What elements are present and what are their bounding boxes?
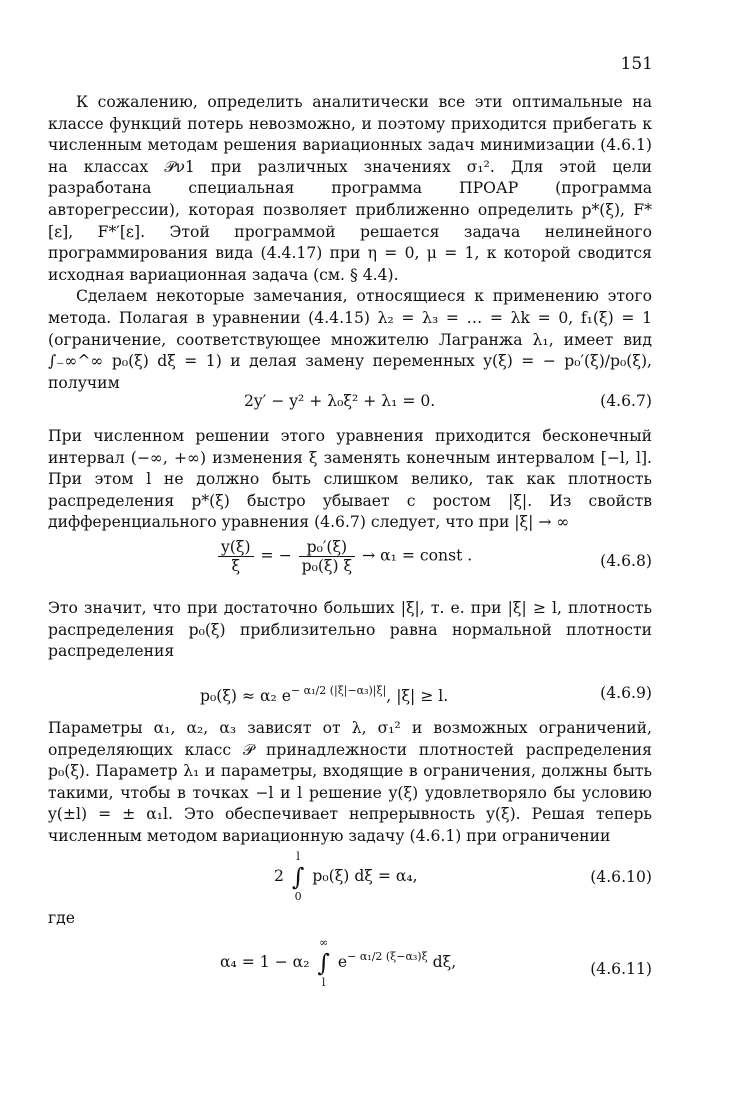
- eq-4-6-11-exponent: − α₁/2 (ξ−α₃)ξ: [347, 950, 428, 963]
- equation-4-6-10-number: (4.6.10): [590, 868, 652, 886]
- eq-4-6-9-tail: , |ξ| ≥ l.: [386, 687, 449, 705]
- eq-4-6-8-lhs-denominator: ξ: [231, 557, 241, 575]
- paragraph-block-5: [48, 718, 652, 848]
- equation-4-6-8-number: (4.6.8): [600, 552, 652, 570]
- paragraph-block-4: [48, 598, 652, 663]
- eq-4-6-8-tail: → α₁ = const .: [362, 546, 473, 565]
- eq-4-6-8-lhs-numerator: y(ξ): [218, 538, 254, 557]
- paragraph-5: Параметры α₁, α₂, α₃ зависят от λ, σ₁² и возможных ограничений, определяющих класс 𝒫 принадлежности плотностей распределения p₀(ξ). Параметр λ₁ и параметры, входящие в ограничения, должны быть такими, чтобы в точках −l и l решение y(ξ) удовлетворяло бы условию y(±l) = ± α₁l. Это обеспечивает непрерывность y(ξ). Решая теперь численным методом вариационную задачу (4.6.1) при ограничении: [48, 719, 652, 845]
- eq-4-6-9-lhs: p₀(ξ) ≈ α₂ e: [200, 687, 291, 705]
- eq-4-6-11-tail: dξ,: [432, 953, 457, 971]
- equation-4-6-7-number: (4.6.7): [600, 392, 652, 410]
- eq-4-6-10-upper-limit: l: [296, 850, 300, 863]
- equation-4-6-9-number: (4.6.9): [600, 684, 652, 702]
- eq-4-6-11-upper-limit: ∞: [319, 936, 329, 949]
- paragraph-1: К сожалению, определить аналитически все эти оптимальные на классе функций потерь невозможно, и поэтому приходится прибегать к численным методам решения вариационных задач минимизации (4.6.1) на классах 𝒫ν1 при различных значениях σ₁². Для этой цели разработана специальная программа ПРОАР (программа авторегрессии), которая позволяет приближенно определить p*(ξ), F*[ε], F*′[ε]. Этой программой решается задача нелинейного программирования вида (4.4.17) при η = 0, μ = 1, к которой сводится исходная вариационная задача (см. § 4.4).: [48, 93, 652, 284]
- eq-4-6-8-rhs-fraction: [299, 538, 356, 575]
- equation-4-6-10: [48, 850, 652, 906]
- eq-4-6-8-equals: = −: [260, 546, 292, 565]
- eq-4-6-10-lower-limit: 0: [294, 890, 302, 903]
- eq-4-6-8-rhs-numerator: p₀′(ξ): [299, 538, 356, 557]
- eq-4-6-11-lower-limit: l: [321, 976, 326, 989]
- equation-4-6-9: [48, 678, 652, 712]
- paragraph-6: где: [48, 909, 75, 927]
- equation-4-6-8: [48, 538, 652, 586]
- integral-sign: l ∫ 0: [291, 850, 305, 903]
- equation-4-6-11-number: (4.6.11): [590, 960, 652, 978]
- eq-4-6-9-exponent: − α₁/2 (|ξ|−α₃)|ξ|: [290, 684, 387, 697]
- page-number: 151: [620, 54, 653, 74]
- integral-sign: ∞ ∫ l: [317, 936, 330, 989]
- equation-4-6-8-body: [216, 538, 472, 575]
- eq-4-6-8-lhs-fraction: [218, 538, 254, 575]
- eq-4-6-10-coef: 2: [274, 867, 284, 885]
- eq-4-6-10-integrand: p₀(ξ) dξ = α₄,: [312, 867, 418, 885]
- paragraph-3: При численном решении этого уравнения приходится бесконечный интервал (−∞, +∞) изменения ξ заменять конечным интервалом [−l, l]. При этом l не должно быть слишком велико, так как плотность распределения p*(ξ) быстро убывает с ростом |ξ|. Из свойств дифференциального уравнения (4.6.7) следует, что при |ξ| → ∞: [48, 427, 652, 532]
- equation-4-6-7: [48, 392, 652, 416]
- eq-4-6-11-integrand: e: [337, 953, 348, 971]
- paragraph-4: Это значит, что при достаточно больших |ξ|, т. е. при |ξ| ≥ l, плотность распределения p₀(ξ) приблизительно равна нормальной плотности распределения: [48, 599, 652, 661]
- eq-4-6-11-lhs: α₄ = 1 − α₂: [220, 953, 310, 971]
- equation-4-6-11-body: [220, 936, 456, 990]
- equation-4-6-7-body: 2y′ − y² + λ₀ξ² + λ₁ = 0.: [244, 392, 436, 410]
- equation-4-6-10-body: [274, 850, 418, 904]
- paragraph-2: Сделаем некоторые замечания, относящиеся к применению этого метода. Полагая в уравнении (4.4.15) λ₂ = λ₃ = … = λk = 0, f₁(ξ) = 1 (ограничение, соответствующее множителю Лагранжа λ₁, имеет вид ∫₋∞^∞ p₀(ξ) dξ = 1) и делая замену переменных y(ξ) = − p₀′(ξ)/p₀(ξ), получим: [48, 287, 652, 392]
- paragraph-block-1: [48, 92, 652, 394]
- paragraph-block-3: [48, 426, 652, 534]
- paragraph-block-6: [48, 908, 652, 930]
- equation-4-6-11: [48, 936, 652, 1006]
- eq-4-6-8-rhs-denominator: p₀(ξ) ξ: [301, 557, 353, 575]
- equation-4-6-9-body: [200, 684, 448, 705]
